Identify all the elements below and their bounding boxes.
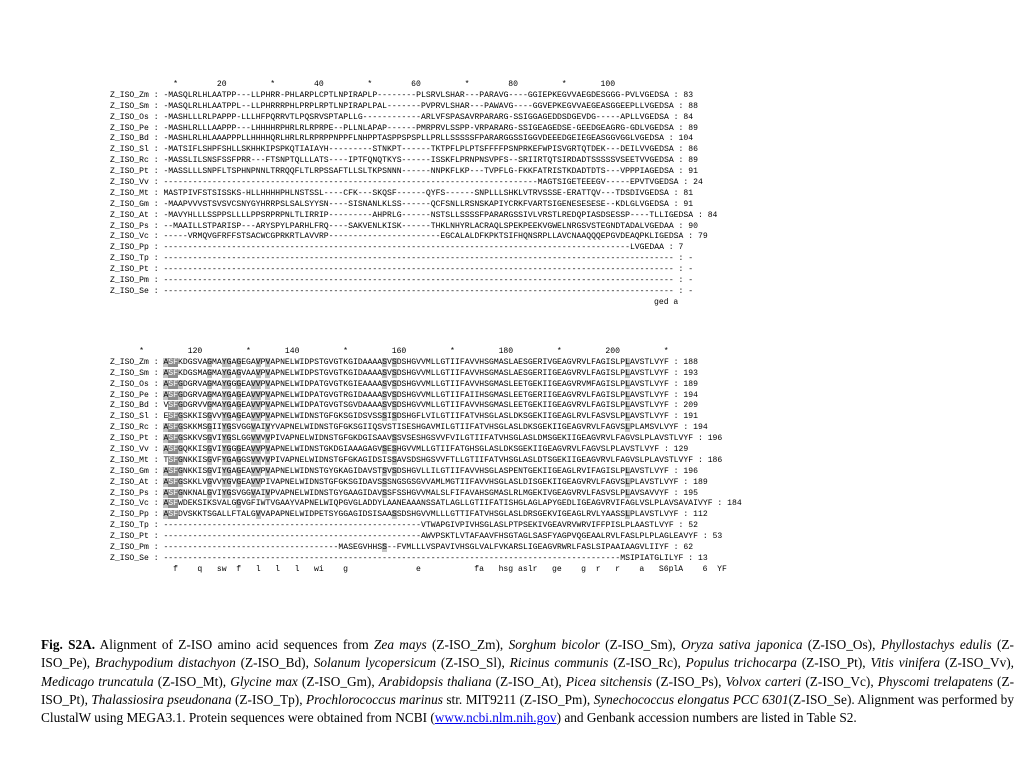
residue-count: 196: [683, 466, 698, 476]
sequence-name: Z_ISO_Pp: [110, 510, 149, 520]
sequence-name: Z_ISO_Pe: [110, 390, 149, 400]
sequence-row: Z_ISO_Os : ASFGDGRVAGMAYGGGEAVVPVAPNELWIDPATGVGTKGIEAAAASVSDSHGVVMLLGTIIFAVVHSGMASLEETGEKIIGEAGVRVMFAGISLPLAVSTLVYF : 189: [110, 379, 698, 389]
sequence-residues: -MATSIFLSHPFSHLLSKHHKIPSPKQTIAIAYH---------STNKPT------TKTPFLPLPTSFFFFPSNPRKEFWPISVGRTQTDEK---DEILVVGEDSA: [163, 145, 674, 155]
alignment-block-1: [110, 80, 717, 309]
sequence-row: Z_ISO_Sl : -MATSIFLSHPFSHLLSKHHKIPSPKQTIAIAYH---------STNKPT------TKTPFLPLPTSFFFFPSNPRKEFWPISVGRTQTDEK---DEILVVGEDSA : 86: [110, 145, 698, 155]
species-name: Picea sitchensis: [565, 673, 652, 689]
residue-count: 88: [688, 101, 698, 111]
sequence-residues: MASTPIVFSTSISSKS-HLLHHHHPHLNSTSSL----CFK---SKQSF------QYFS------SNPLLLSHKLVTRVSSSE-ERATTQV---TDSDIVGEDSA: [163, 188, 669, 198]
sequence-row: Z_ISO_Mt : MASTPIVFSTSISSKS-HLLHHHHPHLNSTSSL----CFK---SKQSF------QYFS------SNPLLLSHKLVTRVSSSE-ERATTQV---TDSDIVGEDSA : 81: [110, 188, 694, 198]
residue-count: 79: [697, 232, 708, 242]
species-name: Phyllostachys edulis: [880, 637, 992, 652]
sequence-name: Z_ISO_Vv: [110, 445, 149, 455]
residue-count: 191: [683, 412, 698, 422]
caption-text: (Z-ISO_Gm),: [297, 673, 379, 689]
sequence-residues: --MAAILLSTPARISP---ARYSPYLPARHLFRQ----SAKVENLKISK------THKLNHYRLACRAQLSPEKPEEKVGWELNRGSVSTEGNDTADALVGEDAA: [163, 221, 674, 231]
residue-count: 24: [693, 178, 703, 188]
sequence-residues: VSFGDGRVVGMAYGAGEAVVPVAPNELWIDPATGVGTSGVDAAAASVSDSHGVVMLLGTIIFAVVHSGMASLEETGEKIIGEAGVRVLFAGISLPLAVSTLVYF: [163, 401, 669, 411]
residue-count: 209: [683, 401, 698, 411]
residue-count: 62: [683, 543, 694, 553]
sequence-name: Z_ISO_Sm: [110, 101, 149, 111]
sequence-row: Z_ISO_Tp : --------------------------------------------------------------------------------------------------------- : -: [110, 254, 694, 264]
residue-count: 81: [683, 188, 694, 198]
sequence-residues: ASFGNKNALGVIYGSVGGVAIVPVAPNELWIDNSTGYGAAGIDAVSSFSSHGVVMALSLFIFAVAHSGMASLRLMGEKIVGEAGVRVLFASVSLPLAVSAVVYF: [163, 488, 669, 498]
sequence-name: Z_ISO_Bd: [110, 401, 149, 411]
sequence-residues: ----------------------------------------------------------------------------------------------MSIPIATGLILYF: [163, 553, 684, 563]
caption-text: (Z-ISO_At),: [491, 673, 566, 689]
sequence-residues: ASFGSKKLVGVVYGVGEAVVPIVAPNELWIDNSTGFGKSGIDAVSSSNGSGSGVVAMLMGTIIFAVVHSGLASLDISGEKIIGEAGVRVLFAGVSLPLAVSTLVYF: [163, 477, 679, 487]
caption-text: (Z-ISO_Vv),: [940, 655, 1014, 671]
caption-text: str. MIT9211 (Z-ISO_Pm),: [442, 691, 594, 707]
sequence-name: Z_ISO_Zm: [110, 90, 149, 100]
sequence-row: Z_ISO_Vv : -----------------------------------------------------------------------------MAGTSIGETEEEGV-----EPVTVGEDSA : 24: [110, 178, 703, 188]
sequence-residues: ASFDVSKKTSGALLFTALGVVAPAPNELWIDPETSYGGAGIDSISAASSDSHGVVMLLLGTTIFATVHSGLASLDRSGEKVIGEAGLRVLYAASSLPLAVSTLVYF: [163, 510, 679, 520]
sequence-name: Z_ISO_Pe: [110, 123, 149, 133]
residue-count: 89: [688, 123, 698, 133]
species-name: Oryza sativa japonica: [681, 637, 803, 652]
species-name: Physcomi trelapatens: [877, 673, 993, 689]
sequence-row: Z_ISO_Sm : -MASQLRLHLAATPPL--LLPHRRRPHLPRPLRPTLNPIRAPLPAL-------PVPRVLSHAR---PAWAVG----GGVEPKEGVVAEGEASGGEEPLLVGEDSA : 88: [110, 101, 698, 111]
caption-text: (Z-ISO_Se). Alignment was performed by ClustalW using MEGA3.1. Protein sequences were obtained from NCBI (: [41, 691, 1014, 726]
sequence-row: Z_ISO_Pp : ------------------------------------------------------------------------------------------------LVGEDAA : 7: [110, 243, 684, 253]
sequence-name: Z_ISO_Vv: [110, 178, 149, 188]
sequence-residues: -MASHLRLHLAAAPPPLLHHHHQRLHRLRLRPRPPNPPFLNHPPTASPPSPSPLLPRLLSSSSSFPARARGGSSIGGVDEEEDGEIEGEASGGVGGLVGEDSA: [163, 134, 664, 144]
species-name: Synechococcus elongatus PCC 6301: [593, 691, 789, 707]
caption-text: (Z-ISO_Pt),: [41, 673, 1015, 707]
sequence-row: Z_ISO_Ps : ASFGNKNALGVIYGSVGGVAIVPVAPNELWIDNSTGYGAAGIDAVSSFSSHGVVMALSLFIFAVAHSGMASLRLMGEKIVGEAGVRVLFASVSLPLAVSAVVYF : 195: [110, 488, 698, 498]
residue-count: 13: [697, 553, 708, 563]
sequence-name: Z_ISO_Ps: [110, 488, 149, 498]
caption-text: (Z-ISO_Ps),: [651, 673, 726, 689]
sequence-row: Z_ISO_Sl : ESFGSKKISGVVYGAGEAVVPVAPNELWIDNSTGFGKSGIDSVSSSISDSHGFLVILGTIIFATVHSGLASLDKSGEKIIGEAGLRVLFASVSLPLAVSTLVYF : 191: [110, 412, 698, 422]
sequence-row: Z_ISO_Se : --------------------------------------------------------------------------------------------------------- : -: [110, 286, 694, 296]
sequence-name: Z_ISO_Os: [110, 379, 149, 389]
sequence-residues: -MASSLILSNSFSSFPRR---FTSNPTQLLLATS----IPTFQNQTKYS------ISSKFLPRNPNSVPFS--SRIIRTQTSIRDADTSSSSSVSEETVVGEDSA: [163, 156, 674, 166]
sequence-residues: ---------------------------------------------------------------------------------------------------------: [163, 254, 674, 264]
residue-count: 90: [688, 221, 698, 231]
sequence-residues: ASFKDGSVAGMAYGAGEGAVPVAPNELWIDPSTGVGTKGIDAAAASVSDSHGVVMLLGTIIFAVVHSGMASLAESGERIVGEAGVRVLFAGISLPLAVSTLVYF: [163, 357, 669, 367]
sequence-residues: ASFGDGRVAGMAYGGGEAVVPVAPNELWIDPATGVGTKGIEAAAASVSDSHGVVMLLGTIIFAVVHSGMASLEETGEKIIGEAGVRVMFAGISLPLAVSTLVYF: [163, 379, 669, 389]
sequence-residues: ------------------------------------MASEGVHHSS--FVMLLLVSPAVIVHSGLVALFVKARSLIGEAGVRWRLFASLSIPAAIAAGVLIIYF: [163, 543, 669, 553]
residue-count: 7: [678, 243, 684, 253]
residue-count: 91: [683, 199, 694, 209]
residue-count: 129: [673, 445, 689, 455]
sequence-row: Z_ISO_Sm : ASFKDGSMAGMAYGAGVAAVPVAPNELWIDPSTGVGTKGIDAAAASVSDSHGVVMLLGTIIFAVVHSGMASLAESGERIIGEAGVRVLFAGISLPLAVSTLVYF : 193: [110, 368, 698, 378]
sequence-row: Z_ISO_Pp : ASFDVSKKTSGALLFTALGVVAPAPNELWIDPETSYGGAGIDSISAASSDSHGVVMLLLGTTIFATVHSGLASLDRSGEKVIGEAGLRVLYAASSLPLAVSTLVYF : 112: [110, 510, 708, 520]
sequence-residues: -MAVYHLLLSSPPSLLLLPPSRPRPNLTLIRRIP---------AHPRLG------NSTSLLSSSSFPARARGSSIVLVRSTLREDQPIASDSESSP----TLLIGEDSA: [163, 210, 694, 220]
sequence-name: Z_ISO_Ps: [110, 221, 149, 231]
consensus-line: [110, 298, 717, 309]
sequence-row: Z_ISO_Ps : --MAAILLSTPARISP---ARYSPYLPARHLFRQ----SAKVENLKISK------THKLNHYRLACRAQLSPEKPEEKVGWELNRGSVSTEGNDTADALVGEDAA : 90: [110, 221, 698, 231]
residue-count: 193: [683, 368, 698, 378]
sequence-row: Z_ISO_Pe : -MASHLRLLLAAPPP---LHHHHRPHRLRLRPRPE--PLLNLAPAP------PMRPRVLSSPP-VRPARARG-SSIGEAGEDSE-GEEDGEAGRG-GDLVGEDSA : 89: [110, 123, 698, 133]
species-name: Glycine max: [230, 673, 298, 689]
sequence-residues: TSFGNKKISGVFYGAGGSVVVVPIVAPNELWIDNSTGFGKAGIDSISSAVSDSHGSVVFTLLGTIIFATVHSGLASLDTSGEKIIGEAGVRVLFAGVSLPLAVSTLVYF: [163, 455, 694, 465]
residue-count: 86: [688, 145, 698, 155]
sequence-name: Z_ISO_Mt: [110, 188, 149, 198]
sequence-name: Z_ISO_Gm: [110, 466, 149, 476]
sequence-row: Z_ISO_Vc : ASFWDEKSIKSVALGGVGFIWTVGAAYVAPNELWIQPGVGLADDYLAANEAAANSSATLAGLLGTIIFATISHGLAGLAPYGEDLIGEAGVRVIFAGLVSLPLAVSAVAIVYF : 184: [110, 499, 742, 509]
sequence-residues: ---------------------------------------------------------------------------------------------------------: [163, 276, 674, 286]
sequence-row: Z_ISO_Pm : --------------------------------------------------------------------------------------------------------- : -: [110, 276, 694, 286]
sequence-name: Z_ISO_Gm: [110, 199, 149, 209]
sequence-name: Z_ISO_Pt: [110, 265, 149, 275]
sequence-name: Z_ISO_Sl: [110, 145, 149, 155]
caption-label: Fig. S2A.: [41, 637, 96, 652]
sequence-row: Z_ISO_Tp : -----------------------------------------------------VTWAPGIVPIVHSGLASLPTPSEKIVGEAVRVWRVIFFPISLPLAASTLVYF : 52: [110, 521, 698, 531]
sequence-residues: ASFGSKKMSGIIYGSVGGVAIVYVAPNELWIDNSTGFGKSGIIQSVSTISESHGAVMILGTIIFATVHSGLASLDKSGEKIIGEAGVRVLFAGVSLPLAMSVLVYF: [163, 423, 679, 433]
sequence-row: Z_ISO_Rc : ASFGSKKMSGIIYGSVGGVAIVYVAPNELWIDNSTGFGKSGIIQSVSTISESHGAVMILGTIIFATVHSGLASLDKSGEKIIGEAGVRVLFAGVSLPLAMSVLVYF : 194: [110, 423, 708, 433]
caption-text: (Z-ISO_Pe),: [41, 637, 1014, 671]
sequence-name: Z_ISO_Mt: [110, 455, 149, 465]
sequence-residues: -----------------------------------------------------AWVPSKTLVTAFAAVFHSGTAGLSASFYAGPVQGEAALRVLFASLPLPLAGLEAVYF: [163, 532, 698, 542]
sequence-residues: ------------------------------------------------------------------------------------------------LVGEDAA: [163, 243, 664, 253]
position-ruler: [110, 80, 717, 91]
species-name: Zea mays: [374, 637, 427, 652]
caption-text: (Z-ISO_Os),: [802, 637, 881, 652]
figure-caption: [41, 636, 1014, 727]
sequence-name: Z_ISO_Pm: [110, 276, 149, 286]
sequence-name: Z_ISO_Se: [110, 286, 149, 296]
sequence-residues: ASFGSKKVSGVIYGSLGGVVVVPIVAPNELWIDNSTGFGKDGISAAVSSVSESHGSVVFVILGTIIFATVHSGLASLDMSGEKIIGEAGVRVLFAGVSLPLAVSTLVYF: [163, 434, 694, 444]
caption-text: (Z-ISO_Mt),: [153, 673, 231, 689]
sequence-name: Z_ISO_Pt: [110, 167, 149, 177]
sequence-row: Z_ISO_Os : -MASHLLLRLPAPPP-LLLHFPQRRVTLPQSRVSPTAPLLG------------ARLVFSPASAVRPARARG-SSIGGAGEDDSDGEVDG-----APLLVGEDSA : 84: [110, 112, 694, 122]
ruler-text: * 120 * 140 * 160 * 180 * 200 *: [110, 347, 669, 356]
sequence-name: Z_ISO_At: [110, 477, 149, 487]
species-name: Vitis vinifera: [870, 655, 941, 671]
residue-count: 189: [683, 379, 698, 389]
sequence-name: Z_ISO_Os: [110, 112, 149, 122]
sequence-name: Z_ISO_Pm: [110, 543, 149, 553]
species-name: Thalassiosira pseudonana: [91, 691, 232, 707]
sequence-residues: -----------------------------------------------------------------------------MAGTSIGETEEEGV-----EPVTVGEDSA: [163, 178, 679, 188]
residue-count: 188: [683, 357, 698, 367]
sequence-residues: -MASQLRLHLAATPPL--LLPHRRRPHLPRPLRPTLNPIRAPLPAL-------PVPRVLSHAR---PAWAVG----GGVEPKEGVVAEGEASGGEEPLLVGEDSA: [163, 101, 674, 111]
species-name: Medicago truncatula: [41, 673, 154, 689]
caption-text: (Z-ISO_Vc),: [801, 673, 878, 689]
sequence-row: Z_ISO_Gm : -MAAPVVVSTSVSVCSNYGYHRRPSLSALSYYSN----SISNANLKLSS------QCFSNLLRSNSKAPIYCRKFVARTSIGENESESESE--KDLGLVGEDSA : 91: [110, 199, 694, 209]
residue-count: 194: [693, 423, 708, 433]
residue-count: 196: [707, 434, 723, 444]
sequence-row: Z_ISO_Zm : -MASQLRLHLAATPP---LLPHRR-PHLARPLCPTLNPIRAPLP--------PLSRVLSHAR---PARAVG----GGIEPKEGVVAEGDESGGG-PVLVGEDSA : 83: [110, 90, 694, 100]
sequence-row: Z_ISO_Gm : ASFGNKKISGVIYGAGEAVVPVAPNELWIDNSTGYGKAGIDAVSTSVSDSHGVLLILGTIIFAVVHSGLASPENTGEKIIGEAGLRVIFAGISLPLAVSTLVYF : 196: [110, 466, 698, 476]
residue-count: 184: [727, 499, 742, 509]
sequence-residues: ASFGNKKISGVIYGAGEAVVPVAPNELWIDNSTGYGKAGIDAVSTSVSDSHGVLLILGTIIFAVVHSGLASPENTGEKIIGEAGLRVIFAGISLPLAVSTLVYF: [163, 466, 669, 476]
residue-count: 84: [707, 210, 718, 220]
sequence-row: Z_ISO_Bd : VSFGDGRVVGMAYGAGEAVVPVAPNELWIDPATGVGTSGVDAAAASVSDSHGVVMLLGTIIFAVVHSGMASLEETGEKIIGEAGVRVLFAGISLPLAVSTLVYF : 209: [110, 401, 698, 411]
residue-count: 89: [688, 156, 698, 166]
sequence-row: Z_ISO_Pt : ASFGSKKVSGVIYGSLGGVVVVPIVAPNELWIDNSTGFGKDGISAAVSSVSESHGSVVFVILGTIIFATVHSGLASLDMSGEKIIGEAGVRVLFAGVSLPLAVSTLVYF : 196: [110, 434, 723, 444]
sequence-name: Z_ISO_Pt: [110, 434, 149, 444]
sequence-name: Z_ISO_Sm: [110, 368, 149, 378]
residue-count: 195: [683, 488, 698, 498]
species-name: Ricinus communis: [509, 655, 609, 671]
sequence-residues: ESFGSKKISGVVYGAGEAVVPVAPNELWIDNSTGFGKSGIDSVSSSISDSHGFLVILGTIIFATVHSGLASLDKSGEKIIGEAGLRVLFASVSLPLAVSTLVYF: [163, 412, 669, 422]
sequence-name: Z_ISO_Vc: [110, 499, 149, 509]
caption-text: Alignment of Z-ISO amino acid sequences from: [95, 637, 375, 652]
caption-text: (Z-ISO_Bd),: [235, 655, 314, 671]
sequence-row: Z_ISO_Pm : ------------------------------------MASEGVHHSS--FVMLLLVSPAVIVHSGLVALFVKARSLIGEAGVRWRLFASLSIPAAIAAGVLIIYF : 62: [110, 543, 694, 553]
sequence-row: Z_ISO_Vc : -----VRMQVGFRFFSTSACWCGPRKRTLAVVRP-----------------------EGCALALDFKPKTSIFHQNSRPLLAVCNAAQQQEPGVDEAQPKLIGEDSA : 79: [110, 232, 708, 242]
residue-count: -: [688, 276, 694, 286]
sequence-row: Z_ISO_Rc : -MASSLILSNSFSSFPRR---FTSNPTQLLLATS----IPTFQNQTKYS------ISSKFLPRNPNSVPFS--SRIIRTQTSIRDADTSSSSSVSEETVVGEDSA : 89: [110, 156, 698, 166]
species-name: Volvox carteri: [725, 673, 802, 689]
sequence-residues: -MASHLLLRLPAPPP-LLLHFPQRRVTLPQSRVSPTAPLLG------------ARLVFSPASAVRPARARG-SSIGGAGEDDSDGEVDG-----APLLVGEDSA: [163, 112, 669, 122]
residue-count: 189: [693, 477, 708, 487]
sequence-name: Z_ISO_At: [110, 210, 149, 220]
sequence-row: Z_ISO_Pt : --------------------------------------------------------------------------------------------------------- : -: [110, 265, 694, 275]
sequence-name: Z_ISO_Bd: [110, 134, 149, 144]
caption-text: (Z-ISO_Sm),: [599, 637, 682, 652]
species-name: Brachypodium distachyon: [94, 655, 236, 671]
ncbi-link[interactable]: www.ncbi.nlm.nih.gov: [434, 710, 557, 726]
caption-text: (Z-ISO_Pt),: [796, 655, 871, 671]
residue-count: 91: [688, 167, 698, 177]
residue-count: 186: [707, 455, 723, 465]
sequence-name: Z_ISO_Vc: [110, 232, 149, 242]
sequence-row: Z_ISO_Se : ----------------------------------------------------------------------------------------------MSIPIATGLILYF : 13: [110, 553, 708, 563]
sequence-residues: -----VRMQVGFRFFSTSACWCGPRKRTLAVVRP-----------------------EGCALALDFKPKTSIFHQNSRPLLAVCNAAQQQEPGVDEAQPKLIGEDSA: [163, 232, 684, 242]
position-ruler: [110, 347, 742, 358]
ruler-text: * 20 * 40 * 60 * 80 * 100: [110, 80, 616, 89]
species-name: Arabidopsis thaliana: [378, 673, 492, 689]
sequence-row: Z_ISO_Pe : ASFGDGRVAGMAYGAGEAVVPVAPNELWIDPATGVGTRGIDAAAASVSDSHGVVMLLGTIIFAIIHSGMASLEETGERIIGEAGVRVLFAGISLPLAVSTLVYF : 194: [110, 390, 698, 400]
caption-text: (Z-ISO_Zm),: [426, 637, 509, 652]
sequence-name: Z_ISO_Rc: [110, 156, 149, 166]
sequence-name: Z_ISO_Se: [110, 553, 149, 563]
caption-text: ) and Genbank accession numbers are listed in Table S2.: [556, 710, 857, 726]
sequence-row: Z_ISO_At : -MAVYHLLLSSPPSLLLLPPSRPRPNLTLIRRIP---------AHPRLG------NSTSLLSSSSFPARARGSSIVLVRSTLREDQPIASDSESSP----TLLIGEDSA : 84: [110, 210, 718, 220]
residue-count: 112: [693, 510, 708, 520]
sequence-name: Z_ISO_Tp: [110, 254, 149, 264]
sequence-name: Z_ISO_Pt: [110, 532, 149, 542]
residue-count: 53: [712, 532, 723, 542]
sequence-residues: ---------------------------------------------------------------------------------------------------------: [163, 265, 674, 275]
species-name: Sorghum bicolor: [508, 637, 600, 652]
caption-text: (Z-ISO_Rc),: [608, 655, 686, 671]
sequence-name: Z_ISO_Pp: [110, 243, 149, 253]
sequence-residues: -MASSLLLSNPFLTSPHNPNNLTRRQQFLTLRPSSAFTLLSLTKPSNNN------NNPKFLKP---TVPFLG-FKKFATRISTKDADTDTS---VPPPIAGEDSA: [163, 167, 674, 177]
residue-count: -: [688, 265, 694, 275]
residue-count: 194: [683, 390, 698, 400]
consensus-text: ged a: [163, 297, 679, 307]
species-name: Solanum lycopersicum: [313, 655, 437, 671]
residue-count: 52: [688, 521, 698, 531]
sequence-row: Z_ISO_Pt : -----------------------------------------------------AWVPSKTLVTAFAAVFHSGTAGLSASFYAGPVQGEAALRVLFASLPLPLAGLEAVYF : 53: [110, 532, 723, 542]
species-name: Prochlorococcus marinus: [306, 691, 443, 707]
residue-count: 83: [683, 90, 694, 100]
caption-text: (Z-ISO_Sl),: [436, 655, 510, 671]
consensus-line: [110, 565, 742, 576]
sequence-row: Z_ISO_Bd : -MASHLRLHLAAAPPPLLHHHHQRLHRLRLRPRPPNPPFLNHPPTASPPSPSPLLPRLLSSSSSFPARARGGSSIGGVDEEEDGEIEGEASGGVGGLVGEDSA : 104: [110, 134, 694, 144]
sequence-name: Z_ISO_Zm: [110, 357, 149, 367]
sequence-residues: -MASQLRLHLAATPP---LLPHRR-PHLARPLCPTLNPIRAPLP--------PLSRVLSHAR---PARAVG----GGIEPKEGVVAEGDESGGG-PVLVGEDSA: [163, 90, 669, 100]
sequence-name: Z_ISO_Tp: [110, 521, 149, 531]
sequence-row: Z_ISO_Zm : ASFKDGSVAGMAYGAGEGAVPVAPNELWIDPSTGVGTKGIDAAAASVSDSHGVVMLLGTIIFAVVHSGMASLAESGERIVGEAGVRVLFAGISLPLAVSTLVYF : 188: [110, 357, 698, 367]
sequence-residues: ASFGQKKISGVIYGGGEAVVPVAPNELWIDNSTGKDGIAAAGAGVSESHGVVMLLGTIIFATGHSGLASLDKSGEKIIGEAGVRVLFAGVSLPLAVSTLVYF: [163, 445, 660, 455]
sequence-residues: ASFKDGSMAGMAYGAGVAAVPVAPNELWIDPSTGVGTKGIDAAAASVSDSHGVVMLLGTIIFAVVHSGMASLAESGERIIGEAGVRVLFAGISLPLAVSTLVYF: [163, 368, 669, 378]
sequence-row: Z_ISO_Pt : -MASSLLLSNPFLTSPHNPNNLTRRQQFLTLRPSSAFTLLSLTKPSNNN------NNPKFLKP---TVPFLG-FKKFATRISTKDADTDTS---VPPPIAGEDSA : 91: [110, 167, 698, 177]
alignment-block-2: [110, 347, 742, 576]
sequence-residues: ---------------------------------------------------------------------------------------------------------: [163, 286, 674, 296]
sequence-residues: -----------------------------------------------------VTWAPGIVPIVHSGLASLPTPSEKIVGEAVRVWRVIFFPISLPLAASTLVYF: [163, 521, 674, 531]
residue-count: -: [688, 286, 694, 296]
sequence-row: Z_ISO_Vv : ASFGQKKISGVIYGGGEAVVPVAPNELWIDNSTGKDGIAAAGAGVSESHGVVMLLGTIIFATGHSGLASLDKSGEKIIGEAGVRVLFAGVSLPLAVSTLVYF : 129: [110, 445, 689, 455]
consensus-text: f q sw f l l l wi g e fa hsg aslr ge g r r a S6plA 6 YF: [163, 564, 727, 574]
sequence-residues: -MAAPVVVSTSVSVCSNYGYHRRPSLSALSYYSN----SISNANLKLSS------QCFSNLLRSNSKAPIYCRKFVARTSIGENESESESE--KDLGLVGEDSA: [163, 199, 669, 209]
residue-count: -: [688, 254, 694, 264]
species-name: Populus trichocarpa: [685, 655, 797, 671]
sequence-row: Z_ISO_At : ASFGSKKLVGVVYGVGEAVVPIVAPNELWIDNSTGFGKSGIDAVSSSNGSGSGVVAMLMGTIIFAVVHSGLASLDISGEKIIGEAGVRVLFAGVSLPLAVSTLVYF : 189: [110, 477, 708, 487]
sequence-residues: ASFGDGRVAGMAYGAGEAVVPVAPNELWIDPATGVGTRGIDAAAASVSDSHGVVMLLGTIIFAIIHSGMASLEETGERIIGEAGVRVLFAGISLPLAVSTLVYF: [163, 390, 669, 400]
sequence-name: Z_ISO_Rc: [110, 423, 149, 433]
residue-count: 84: [683, 112, 694, 122]
caption-text: (Z-ISO_Tp),: [231, 691, 306, 707]
sequence-name: Z_ISO_Sl: [110, 412, 149, 422]
residue-count: 104: [678, 134, 694, 144]
sequence-residues: ASFWDEKSIKSVALGGVGFIWTVGAAYVAPNELWIQPGVGLADDYLAANEAAANSSATLAGLLGTIIFATISHGLAGLAPYGEDLIGEAGVRVIFAGLVSLPLAVSAVAIVYF: [163, 499, 713, 509]
sequence-row: Z_ISO_Mt : TSFGNKKISGVFYGAGGSVVVVPIVAPNELWIDNSTGFGKAGIDSISSAVSDSHGSVVFTLLGTIIFATVHSGLASLDTSGEKIIGEAGVRVLFAGVSLPLAVSTLVYF : 186: [110, 455, 723, 465]
sequence-residues: -MASHLRLLLAAPPP---LHHHHRPHRLRLRPRPE--PLLNLAPAP------PMRPRVLSSPP-VRPARARG-SSIGEAGEDSE-GEEDGEAGRG-GDLVGEDSA: [163, 123, 674, 133]
